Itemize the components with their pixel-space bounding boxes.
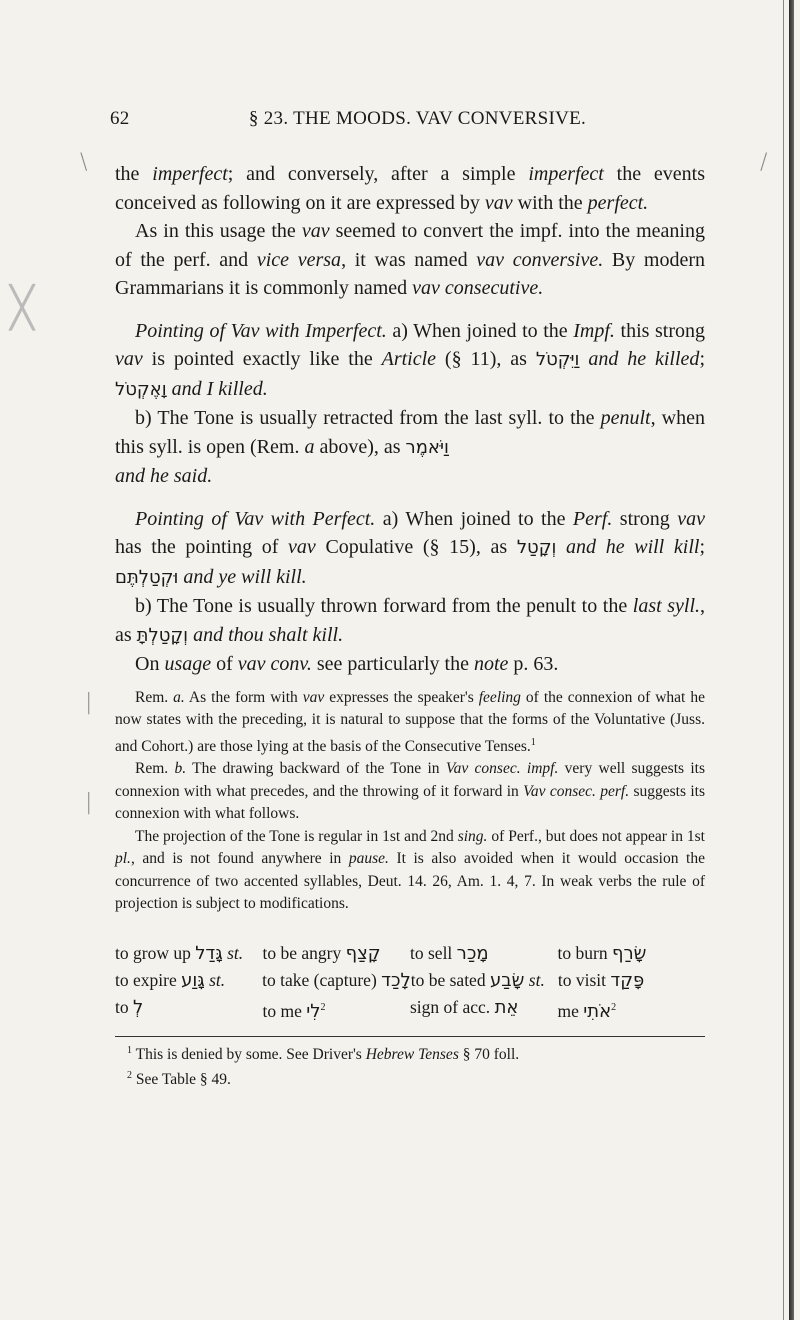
running-title: § 23. THE MOODS. VAV CONVERSIVE.: [248, 108, 587, 129]
paragraph-vav-perfect: Pointing of Vav with Perfect. a) When joined to the Perf. strong vav has the pointing of vav Copulative (§ 15), as וְקָטַל and he will kill; וּקְטַלְתֶּם and ye will kill.: [115, 507, 705, 588]
footnote-ref: 1: [530, 736, 536, 748]
vocabulary-entry: to burn שָׂרַף: [557, 942, 647, 964]
paragraph: As in this usage the vav seemed to convert the impf. into the meaning of the perf. and vice versa, it was named vav conversive. By modern Grammarians it is commonly named vav consecutive.: [115, 220, 706, 299]
margin-pencil-mark: /: [760, 150, 768, 175]
remark: Rem. a. As the form with vav expresses the speaker's feeling of the connexion of what he now states with the preceding, it is natural to suppose that the forms of the Voluntative (Juss. and Cohort.) are those lying at the basis of the Consecutive Tenses.$^1$: [115, 688, 705, 755]
vocabulary-row: [115, 994, 705, 1025]
page-edge-rule-thin: [783, 0, 784, 1320]
footnote: $^2$ See Table § 49.: [127, 1069, 231, 1088]
vocabulary-entry: to me לִי$^2$: [262, 1000, 326, 1022]
remark: The projection of the Tone is regular in 1st and 2nd sing. of Perf., but does not appear in 1st pl., and is not found anywhere in pause. It is also avoided when it would occasion the concurrence of two accented syllables, Deut. 14. 26, Am. 1. 4, 7. In weak verbs the rule of projection is subject to modifications.: [115, 827, 705, 913]
vocabulary-entry: to sell מָכַר: [410, 942, 489, 964]
paragraph: b) The Tone is usually retracted from the last syll. to the penult, when this syll. is open (Rem. a above), as וַיֹּאמֶר and he said.: [115, 407, 705, 487]
vocabulary-table: [115, 940, 705, 1025]
vocabulary-entry: to be angry קָצַף: [262, 942, 381, 964]
vocabulary-entry: to לְ: [115, 996, 144, 1018]
hebrew-word: וְקָטַל: [516, 537, 557, 558]
paragraph: the imperfect; and conversely, after a simple imperfect the events conceived as following on it are expressed by vav with the perfect.: [115, 163, 706, 214]
vocabulary-entry: sign of acc. אֵת: [410, 996, 519, 1018]
hebrew-word: וַיֹּאמֶר: [405, 436, 449, 458]
vocabulary-entry: me אֹתִי$^2$: [557, 1000, 617, 1022]
vocabulary-entry: to grow up גָּדַל st.: [115, 942, 244, 964]
page-number: 62: [110, 108, 130, 129]
hebrew-word: וָאֶקְטֹל: [115, 378, 167, 400]
hebrew-word: וַיִּקְטֹל: [535, 349, 580, 370]
vocabulary-entry: to take (capture) לָכַד: [262, 969, 411, 991]
margin-pencil-mark: |: [85, 790, 93, 815]
vocabulary-entry: to expire גָּוַע st.: [115, 969, 226, 991]
vocabulary-row: [115, 967, 705, 994]
remark: Rem. b. The drawing backward of the Tone in Vav consec. impf. very well suggests its connexion with what precedes, and the throwing of it forward in Vav consec. perf. suggests its connexion with what follows.: [115, 760, 706, 823]
margin-pencil-mark: ╳: [10, 285, 35, 331]
vocabulary-entry: to visit פָּקַד: [557, 969, 645, 991]
hebrew-word: וּקְטַלְתֶּם: [115, 566, 179, 588]
page-edge-rule: [789, 0, 794, 1320]
footnote: $^1$ This is denied by some. See Driver's Hebrew Tenses § 70 foll.: [127, 1045, 520, 1064]
margin-pencil-mark: |: [85, 690, 93, 715]
margin-pencil-mark: \: [80, 150, 88, 175]
vocabulary-entry: to be sated שָׂבַע st.: [410, 969, 545, 991]
paragraph-vav-imperfect: Pointing of Vav with Imperfect. a) When joined to the Impf. this strong vav is pointed exactly like the Article (§ 11), as וַיִּקְטֹל and he killed; וָאֶקְטֹל and I killed.: [115, 319, 706, 400]
footnote-rule: [115, 1036, 705, 1037]
remarks-block: [115, 687, 705, 916]
book-page: [110, 108, 706, 1090]
running-head: [110, 108, 705, 130]
footnotes: [115, 1041, 705, 1089]
hebrew-word: וְקָטַלְתָּ: [136, 624, 189, 646]
vocabulary-row: [115, 940, 705, 967]
paragraph: b) The Tone is usually thrown forward from the penult to the last syll., as וְקָטַלְתָּ and thou shalt kill.: [115, 595, 706, 646]
paragraph: On usage of vav conv. see particularly the note p. 63.: [135, 653, 559, 675]
